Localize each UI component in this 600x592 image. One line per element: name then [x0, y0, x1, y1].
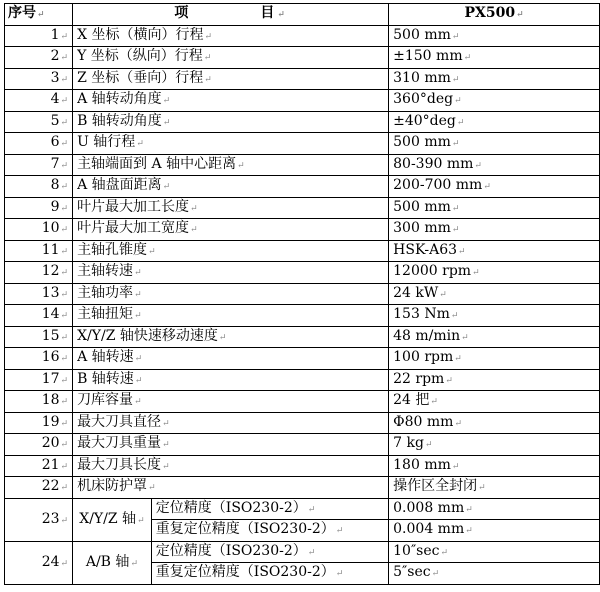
row-value: 12000 rpm: [393, 263, 472, 280]
row-number: 8: [50, 177, 60, 194]
cell-end-mark: ↵: [190, 203, 198, 214]
row-value: 7 kg: [393, 435, 424, 452]
row-number: 5: [50, 112, 60, 129]
row-value-cell: [389, 412, 600, 434]
row-item-cell: [73, 283, 389, 305]
cell-end-mark: ↵: [307, 504, 316, 515]
cell-end-mark: ↵: [461, 332, 469, 343]
cell-end-mark: ↵: [60, 182, 69, 193]
row-axis-group: A/B 轴: [85, 553, 130, 570]
row-value: 200-700 mm: [393, 177, 483, 194]
cell-end-mark: ↵: [60, 268, 69, 279]
row-number-cell: [5, 498, 73, 541]
row-item: Y 坐标（纵向）行程: [77, 48, 203, 65]
cell-end-mark: ↵: [137, 515, 145, 526]
cell-end-mark: ↵: [335, 526, 344, 537]
table-row: [5, 434, 600, 456]
cell-end-mark: ↵: [454, 418, 462, 429]
row-value-cell: [389, 434, 600, 456]
row-value-cell: [389, 391, 600, 413]
row-item-cell: [73, 326, 389, 348]
row-item: 机床防护罩: [77, 478, 148, 495]
cell-end-mark: ↵: [162, 440, 170, 451]
row-value: ±150 mm: [393, 48, 463, 65]
cell-end-mark: ↵: [60, 440, 69, 451]
row-item-cell: [73, 412, 389, 434]
table-row: [5, 391, 600, 413]
row-item-cell: [73, 68, 389, 90]
row-item-cell: [73, 240, 389, 262]
row-value-cell: [389, 68, 600, 90]
row-number-cell: [5, 348, 73, 370]
row-item: X/Y/Z 轴快速移动速度: [77, 327, 218, 344]
table-row: [5, 412, 600, 434]
cell-end-mark: ↵: [60, 53, 69, 64]
header-item-cell: [73, 4, 389, 26]
cell-end-mark: ↵: [516, 10, 524, 21]
cell-end-mark: ↵: [60, 397, 69, 408]
cell-end-mark: ↵: [478, 483, 486, 494]
row-value: HSK-A63: [393, 241, 458, 258]
row-number-cell: [5, 47, 73, 69]
row-number-cell: [5, 219, 73, 241]
row-value: 300 mm: [393, 220, 451, 237]
row-value-cell: [389, 90, 600, 112]
row-item: X 坐标（横向）行程: [77, 26, 204, 43]
row-number: 12: [41, 263, 60, 280]
table-row: [5, 197, 600, 219]
row-number: 7: [50, 155, 60, 172]
spec-table: [4, 3, 600, 585]
cell-end-mark: ↵: [440, 547, 449, 558]
spec-table-container: [4, 3, 600, 585]
table-row: [5, 219, 600, 241]
cell-end-mark: ↵: [218, 332, 227, 343]
row-item-cell: [73, 176, 389, 198]
cell-end-mark: ↵: [451, 74, 460, 85]
cell-end-mark: ↵: [451, 225, 460, 236]
row-number: 11: [41, 241, 60, 258]
row-value-cell: [389, 520, 600, 542]
cell-end-mark: ↵: [424, 440, 433, 451]
row-value-cell: [389, 219, 600, 241]
row-item: U 轴行程: [77, 134, 136, 151]
table-row: [5, 68, 600, 90]
row-item-cell: [73, 305, 389, 327]
cell-end-mark: ↵: [136, 139, 144, 150]
table-row: [5, 369, 600, 391]
cell-end-mark: ↵: [203, 53, 212, 64]
row-value: ±40°deg: [393, 112, 456, 129]
cell-end-mark: ↵: [472, 268, 480, 279]
row-number: 9: [50, 198, 60, 215]
row-number: 20: [41, 435, 60, 452]
row-item-cell: [73, 90, 389, 112]
row-item: Z 坐标（垂向）行程: [77, 69, 204, 86]
row-number: 3: [50, 69, 60, 86]
row-item: 刀库容量: [77, 392, 134, 409]
row-number: 19: [41, 413, 60, 430]
cell-end-mark: ↵: [483, 182, 491, 193]
row-number: 6: [50, 134, 60, 151]
row-number-cell: [5, 25, 73, 47]
row-value-cell: [389, 283, 600, 305]
cell-end-mark: ↵: [60, 515, 69, 526]
row-number-cell: [5, 262, 73, 284]
row-number: 22: [41, 478, 60, 495]
row-item-cell: [73, 477, 389, 499]
cell-end-mark: ↵: [463, 53, 472, 64]
cell-end-mark: ↵: [465, 526, 473, 537]
table-row: [5, 455, 600, 477]
row-number-cell: [5, 369, 73, 391]
row-value-cell: [389, 477, 600, 499]
cell-end-mark: ↵: [450, 311, 459, 322]
table-row: [5, 47, 600, 69]
cell-end-mark: ↵: [451, 461, 460, 472]
row-item: 主轴扭矩: [77, 306, 134, 323]
cell-end-mark: ↵: [451, 31, 460, 42]
row-value: 0.004 mm: [393, 521, 465, 538]
cell-end-mark: ↵: [204, 31, 213, 42]
row-number-cell: [5, 176, 73, 198]
cell-end-mark: ↵: [60, 311, 69, 322]
row-sub-item: 重复定位精度（ISO230-2）: [155, 564, 335, 581]
cell-end-mark: ↵: [60, 483, 69, 494]
cell-end-mark: ↵: [454, 354, 462, 365]
header-item-left: 项: [174, 5, 191, 22]
cell-end-mark: ↵: [60, 117, 69, 128]
row-value: 500 mm: [393, 134, 451, 151]
cell-end-mark: ↵: [60, 375, 69, 386]
row-number: 16: [41, 349, 60, 366]
row-value: 0.008 mm: [393, 499, 465, 516]
header-row: [5, 4, 600, 26]
row-number-cell: [5, 283, 73, 305]
row-number: 23: [41, 510, 60, 527]
row-value-cell: [389, 541, 600, 563]
cell-end-mark: ↵: [134, 375, 143, 386]
cell-end-mark: ↵: [60, 203, 69, 214]
row-sub-item: 重复定位精度（ISO230-2）: [155, 521, 335, 538]
cell-end-mark: ↵: [60, 558, 69, 569]
row-number: 15: [41, 327, 60, 344]
row-value: 500 mm: [393, 198, 451, 215]
row-axis-group-cell: [73, 498, 152, 541]
table-row: [5, 477, 600, 499]
cell-end-mark: ↵: [162, 461, 170, 472]
row-value: 操作区全封闭: [393, 478, 478, 495]
row-value: 180 mm: [393, 456, 451, 473]
row-item: 主轴孔锥度: [77, 241, 148, 258]
cell-end-mark: ↵: [37, 10, 45, 21]
row-item-cell: [73, 391, 389, 413]
row-value: 80-390 mm: [393, 155, 474, 172]
row-number-cell: [5, 434, 73, 456]
cell-end-mark: ↵: [431, 569, 440, 580]
header-value: PX500: [464, 5, 516, 22]
cell-end-mark: ↵: [134, 268, 142, 279]
cell-end-mark: ↵: [60, 225, 69, 236]
table-row: [5, 283, 600, 305]
row-sub-item: 定位精度（ISO230-2）: [155, 542, 307, 559]
cell-end-mark: ↵: [60, 461, 69, 472]
row-number-cell: [5, 133, 73, 155]
row-axis-group-cell: [73, 541, 152, 584]
cell-end-mark: ↵: [335, 569, 344, 580]
cell-end-mark: ↵: [451, 203, 460, 214]
cell-end-mark: ↵: [162, 418, 170, 429]
row-number-cell: [5, 111, 73, 133]
table-row: [5, 176, 600, 198]
table-row: [5, 541, 600, 563]
cell-end-mark: ↵: [134, 354, 143, 365]
row-item-cell: [73, 262, 389, 284]
cell-end-mark: ↵: [60, 96, 69, 107]
row-item: B 轴转动角度: [77, 112, 162, 129]
header-no-cell: [5, 4, 73, 26]
row-item: B 轴转速: [77, 370, 134, 387]
row-value-cell: [389, 305, 600, 327]
row-axis-group: X/Y/Z 轴: [79, 510, 137, 527]
row-number: 17: [41, 370, 60, 387]
row-value-cell: [389, 133, 600, 155]
cell-end-mark: ↵: [134, 289, 142, 300]
row-item: 主轴转速: [77, 263, 134, 280]
row-sub-item-cell: [151, 520, 388, 542]
cell-end-mark: ↵: [445, 375, 453, 386]
row-item: 叶片最大加工长度: [77, 198, 190, 215]
cell-end-mark: ↵: [474, 160, 482, 171]
row-sub-item-cell: [151, 541, 388, 563]
cell-end-mark: ↵: [60, 74, 69, 85]
cell-end-mark: ↵: [439, 289, 447, 300]
row-sub-item-cell: [151, 563, 388, 585]
cell-end-mark: ↵: [60, 139, 69, 150]
row-number-cell: [5, 412, 73, 434]
row-number: 13: [41, 284, 60, 301]
table-row: [5, 25, 600, 47]
row-item: 叶片最大加工宽度: [77, 220, 190, 237]
row-value-cell: [389, 111, 600, 133]
table-row: [5, 498, 600, 520]
row-number-cell: [5, 154, 73, 176]
row-value: 500 mm: [393, 26, 451, 43]
cell-end-mark: ↵: [458, 246, 466, 257]
row-value: 360°deg: [393, 91, 454, 108]
row-number-cell: [5, 391, 73, 413]
row-value-cell: [389, 498, 600, 520]
table-row: [5, 133, 600, 155]
row-value: 24 把: [393, 392, 430, 409]
row-number: 24: [41, 553, 60, 570]
row-value-cell: [389, 326, 600, 348]
cell-end-mark: ↵: [60, 418, 69, 429]
row-item: 最大刀具重量: [77, 435, 162, 452]
table-row: [5, 154, 600, 176]
row-value-cell: [389, 197, 600, 219]
cell-end-mark: ↵: [204, 74, 212, 85]
row-number-cell: [5, 90, 73, 112]
cell-end-mark: ↵: [190, 225, 198, 236]
table-row: [5, 262, 600, 284]
row-item: A 轴转动角度: [77, 91, 162, 108]
cell-end-mark: ↵: [237, 160, 245, 171]
table-row: [5, 326, 600, 348]
row-item-cell: [73, 47, 389, 69]
cell-end-mark: ↵: [130, 558, 138, 569]
cell-end-mark: ↵: [134, 311, 142, 322]
row-sub-item-cell: [151, 498, 388, 520]
row-item-cell: [73, 197, 389, 219]
row-value-cell: [389, 47, 600, 69]
row-value: 310 mm: [393, 69, 451, 86]
row-number-cell: [5, 455, 73, 477]
cell-end-mark: ↵: [60, 354, 69, 365]
row-number-cell: [5, 68, 73, 90]
row-item-cell: [73, 369, 389, 391]
cell-end-mark: ↵: [454, 96, 462, 107]
cell-end-mark: ↵: [430, 397, 438, 408]
row-value: 100 rpm: [393, 349, 454, 366]
row-item-cell: [73, 434, 389, 456]
cell-end-mark: ↵: [148, 246, 156, 257]
cell-end-mark: ↵: [60, 246, 69, 257]
row-number-cell: [5, 541, 73, 584]
row-number: 2: [50, 48, 60, 65]
cell-end-mark: ↵: [60, 289, 69, 300]
row-number: 1: [50, 26, 60, 43]
row-value-cell: [389, 25, 600, 47]
cell-end-mark: ↵: [134, 397, 142, 408]
row-number: 21: [41, 456, 60, 473]
header-item-right: 目: [260, 5, 277, 22]
row-value: Φ80 mm: [393, 413, 454, 430]
table-row: [5, 348, 600, 370]
cell-end-mark: ↵: [162, 182, 171, 193]
row-value: 10″sec: [393, 542, 440, 559]
row-item-cell: [73, 154, 389, 176]
row-value-cell: [389, 563, 600, 585]
table-row: [5, 90, 600, 112]
row-value-cell: [389, 154, 600, 176]
row-value-cell: [389, 348, 600, 370]
cell-end-mark: ↵: [307, 547, 316, 558]
row-item-cell: [73, 348, 389, 370]
row-number: 14: [41, 306, 60, 323]
row-number-cell: [5, 240, 73, 262]
cell-end-mark: ↵: [456, 117, 465, 128]
cell-end-mark: ↵: [60, 332, 69, 343]
row-item-cell: [73, 219, 389, 241]
cell-end-mark: ↵: [465, 504, 473, 515]
cell-end-mark: ↵: [162, 96, 171, 107]
row-number: 10: [41, 220, 60, 237]
row-item: 主轴端面到 A 轴中心距离: [77, 155, 237, 172]
cell-end-mark: ↵: [148, 483, 156, 494]
row-item: 主轴功率: [77, 284, 134, 301]
row-item: A 轴盘面距离: [77, 177, 162, 194]
row-number-cell: [5, 305, 73, 327]
cell-end-mark: ↵: [60, 31, 69, 42]
cell-end-mark: ↵: [277, 10, 287, 21]
spec-table-body: [5, 25, 600, 584]
row-value-cell: [389, 369, 600, 391]
row-item: 最大刀具直径: [77, 413, 162, 430]
row-value: 24 kW: [393, 284, 439, 301]
cell-end-mark: ↵: [60, 160, 69, 171]
row-value-cell: [389, 455, 600, 477]
table-row: [5, 111, 600, 133]
row-item-cell: [73, 111, 389, 133]
cell-end-mark: ↵: [162, 117, 171, 128]
row-item-cell: [73, 133, 389, 155]
row-number: 18: [41, 392, 60, 409]
row-number-cell: [5, 477, 73, 499]
table-row: [5, 240, 600, 262]
row-value-cell: [389, 262, 600, 284]
row-value: 22 rpm: [393, 370, 445, 387]
row-item: 最大刀具长度: [77, 456, 162, 473]
row-value: 48 m/min: [393, 327, 461, 344]
row-item-cell: [73, 455, 389, 477]
cell-end-mark: ↵: [451, 139, 460, 150]
row-value-cell: [389, 176, 600, 198]
header-value-cell: [389, 4, 600, 26]
row-item-cell: [73, 25, 389, 47]
row-item: A 轴转速: [77, 349, 134, 366]
row-value: 5″sec: [393, 564, 431, 581]
header-no: 序号: [8, 5, 36, 22]
row-number: 4: [50, 91, 60, 108]
row-value: 153 Nm: [393, 306, 450, 323]
row-value-cell: [389, 240, 600, 262]
row-sub-item: 定位精度（ISO230-2）: [155, 499, 307, 516]
table-row: [5, 305, 600, 327]
row-number-cell: [5, 326, 73, 348]
row-number-cell: [5, 197, 73, 219]
